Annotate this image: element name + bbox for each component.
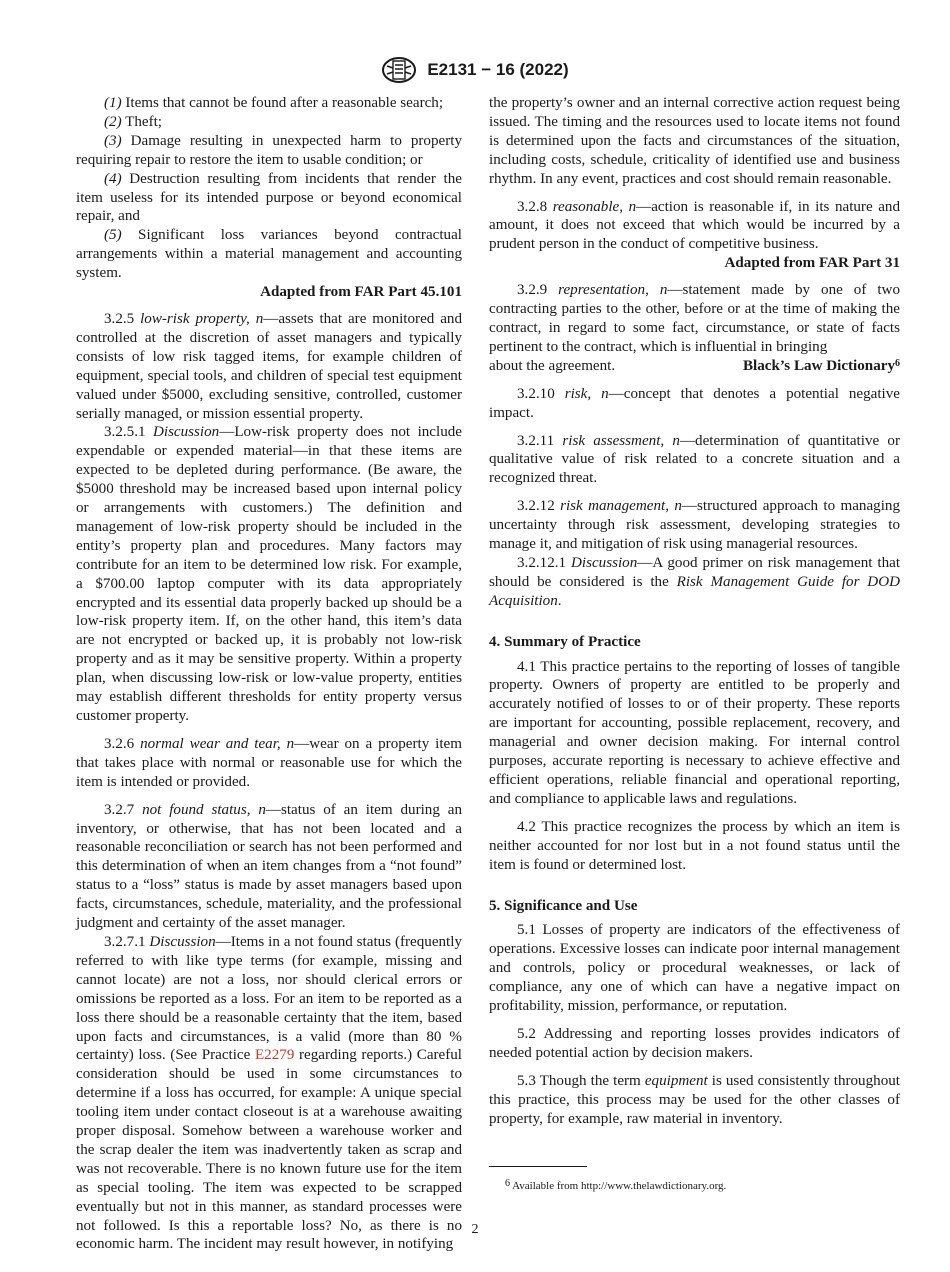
definition-3-2-9: 3.2.9 representation, n—statement made by one of two contracting parties to the other, before or at the time of making the contract, in regard to some fact, circumstance, or state of facts pertinent to the contract, which is influential in bringing [489,282,900,355]
list-item: (1) Items that cannot be found after a reasonable search; [104,95,444,111]
paragraph-5-2: 5.2 Addressing and reporting losses provides indicators of needed potential action by decision makers. [489,1025,900,1061]
definition-3-2-6: 3.2.6 normal wear and tear, n—wear on a property item that takes place with normal or reasonable use for which the item is intended or provided. [76,735,462,790]
definition-3-2-8: 3.2.8 reasonable, n—action is reasonable if, in its nature and amount, it does not exceed that which would be incurred by a prudent person in the conduct of competitive business. [489,198,900,253]
list-item: (4) Destruction resulting from incidents that render the item useless for its intended purpose or beyond economical repair, and [76,170,462,225]
astm-logo-icon [381,56,417,84]
paragraph-5-3: 5.3 Though the term equipment is used consistently throughout this practice, this process may be used for the other classes of property, for example, raw material in inventory. [489,1072,900,1127]
footnote-marker[interactable]: 6 [895,357,900,369]
discussion-3-2-7-1: 3.2.7.1 Discussion—Items in a not found status (frequently referred to with like type terms (for example, missing and cannot locate) are not a loss, nor should clerical errors or omissions be reported as a loss. For an item to be reported as a loss there should be a reasonable certainty that the item, based upon facts and circumstances, is a valid (more than 80 % certainty) loss. (See Practice E2279 regarding reports.) Careful consideration should be used in some circumstances to determine if a loss has occurred, for example: A unique special tooling item under contact closeout is at a warehouse awaiting proper disposal. Somehow between a warehouse worker and the scrap dealer the item was inadvertently taken as scrap and was not recoverable. There is no known future use for the item as special tooling. The item was expected to be scrapped eventually but not in this manner, as standard processes were not followed. Is this a reportable loss? No, as there is no economic harm. The incident may result however, in notifying [76,933,463,1253]
footnote: 6 Available from http://www.thelawdictionary.org. [505,1178,727,1192]
source-citation: Adapted from FAR Part 31 [724,255,900,272]
definition-3-2-12: 3.2.12 risk management, n—structured approach to managing uncertainty through risk assessment, developing strategies to manage it, and mitigation of risk using managerial resources. [489,498,900,553]
document-designation: E2131 − 16 (2022) [427,60,569,79]
standard-reference-link[interactable]: E2279 [254,1047,295,1064]
section-heading-4: 4. Summary of Practice [489,633,641,650]
source-citation: Black’s Law Dictionary$^6$ [742,357,900,374]
paragraph-5-1: 5.1 Losses of property are indicators of the effectiveness of operations. Excessive losses can indicate poor internal management and controls, policy or procedural weaknesses, or lack of compliance, any one of which can have a negative impact on profitability, mission, performance, or reputation. [489,922,900,1015]
definition-3-2-10: 3.2.10 risk, n—concept that denotes a potential negative impact. [489,385,900,421]
page-header [0,56,950,84]
paragraph-4-1: 4.1 This practice pertains to the reporting of losses of tangible property. Owners of property are entitled to be properly and accurately notified of losses to or of their property. These reports are important for accounting, possible replacement, recovery, and managerial and owner decision making. For internal control purposes, accurate reporting is necessary to achieve effective and efficient operations, reliable financial and operational reporting, and compliance to applicable laws and regulations. [489,658,900,807]
section-heading-5: 5. Significance and Use [489,897,638,914]
continued-paragraph: the property’s owner and an internal corrective action request being issued. The timing and the resources used to locate items not found is determined upon the facts and circumstances of the situation, including costs, schedule, criticality of identified use and business rhythm. In any event, practices and cost should remain reasonable. [489,95,900,187]
discussion-3-2-12-1: 3.2.12.1 Discussion—A good primer on risk management that should be considered is the Risk Management Guide for DOD Acquisition. [489,554,901,609]
left-column [76,94,462,1254]
source-citation: Adapted from FAR Part 45.101 [260,284,462,301]
definition-3-2-5: 3.2.5 low-risk property, n—assets that are monitored and controlled at the discretion of asset managers and typically consists of low risk tagged items, for example children of equipment, special tools, and children of special test equipment valued under $5000, excluding sensitive, controlled, customer serially managed, or mission essential property. [76,310,462,422]
definition-3-2-11: 3.2.11 risk assessment, n—determination of quantitative or qualitative value of risk related to a concrete situation and a recognized threat. [489,432,900,487]
discussion-3-2-5-1: 3.2.5.1 Discussion—Low-risk property does not include expendable or expended material—in that these items are expected to be depleted during performance. (Be aware, the $5000 threshold may be increased based upon internal policy or arrangements with customers.) The definition and management of low-risk property should be included in the entity’s property plan and procedures. Many factors may contribute for an item to be determined low risk. For example, a $700.00 laptop computer with its data appropriately encrypted and its essential data properly backed up should be a low-risk property item. If, on the other hand, this item’s data are not encrypted or backed up, it is probably not low-risk property and as it may be sensitive property. Within a property plan, when discussing low-risk or low-value property, entities may establish different thresholds for entity property versus customer property. [76,424,462,724]
definition-3-2-7: 3.2.7 not found status, n—status of an item during an inventory, or otherwise, that has not been located and a reasonable reconciliation or search has not been performed and this determination of when an item changes from a “not found” status to a “loss” status is made by asset managers based upon facts, circumstances, schedule, materiality, and the professional judgment and certainty of the asset manager. [76,801,462,932]
right-column [489,94,900,1129]
footnote-divider [489,1166,587,1167]
list-item: (5) Significant loss variances beyond contractual arrangements within a material management and accounting system. [76,227,462,282]
page-number: 2 [471,1222,479,1237]
list-item: (3) Damage resulting in unexpected harm to property requiring repair to restore the item to usable condition; or [76,132,462,168]
list-item: (2) Theft; [104,113,162,130]
definition-3-2-9-end: about the agreement. Black’s Law Dictionary$^6$ [489,357,900,374]
paragraph-4-2: 4.2 This practice recognizes the process by which an item is neither accounted for nor lost but in a not found status until the item is found or determined lost. [489,818,900,873]
